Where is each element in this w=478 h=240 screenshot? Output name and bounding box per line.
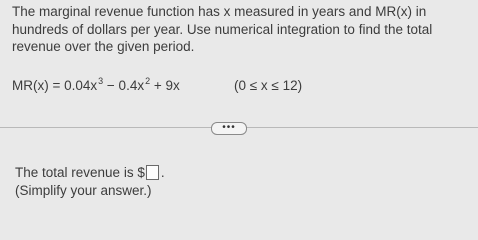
answer-suffix: . bbox=[160, 165, 165, 180]
equation-lhs: MR(x) = 0.04x bbox=[12, 78, 98, 93]
simplify-hint: (Simplify your answer.) bbox=[15, 183, 152, 198]
equation-rhs: + 9x bbox=[150, 78, 180, 93]
equation-exponent-3: 3 bbox=[98, 76, 104, 86]
interval-condition: (0 ≤ x ≤ 12) bbox=[234, 78, 303, 93]
equation-mid: − 0.4x bbox=[103, 78, 145, 93]
answer-row bbox=[15, 165, 165, 180]
equation-exponent-2: 2 bbox=[145, 76, 151, 86]
expand-more-button[interactable]: ••• bbox=[211, 122, 247, 135]
marginal-revenue-equation bbox=[12, 78, 180, 93]
answer-prefix: The total revenue is $ bbox=[15, 165, 145, 180]
answer-input[interactable] bbox=[146, 165, 159, 180]
problem-statement: The marginal revenue function has x measured in years and MR(x) in hundreds of dollars per year. Use numerical integration to find the total revenue over the given period. bbox=[12, 4, 433, 54]
